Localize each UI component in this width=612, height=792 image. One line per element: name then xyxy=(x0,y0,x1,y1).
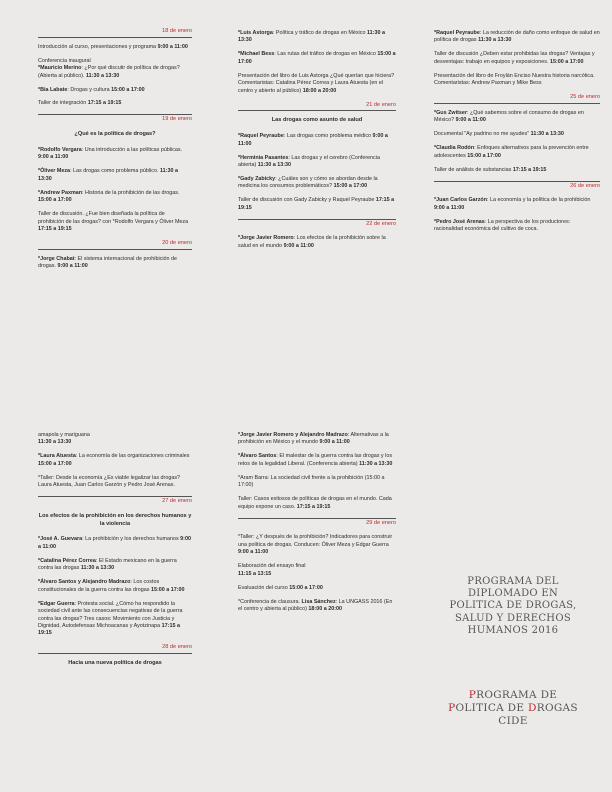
date-header xyxy=(38,28,192,38)
section-heading: Las drogas como asunto de salud xyxy=(271,117,363,124)
schedule-item: *Rodolfo Vergara: Una introducción a las políticas públicas. 9:00 a 11:00 xyxy=(38,146,183,161)
schedule-item: *Raquel Peyraube: La reducción de daño como enfoque de salud en política de drogas 11:30 a 13:30 xyxy=(434,30,600,44)
schedule-item: *Edgar Guerra: Protesta social. ¿Cómo ha respondido la sociedad civil ante las consecuencias negativas de la guerra contra las drogas? Tres casos: Movimiento con Justicia y Dignidad, Autodefensas Michoacanas y Ayotzinapa 17:15 a 19:15 xyxy=(38,600,183,637)
cover-panel xyxy=(408,396,612,792)
schedule-item: Conferencia inaugural *Mauricio Merino: ¿Por qué discutir de política de drogas? (Abierta al público). 11:30 a 13:30 xyxy=(38,57,180,79)
panel-bottom-middle xyxy=(204,396,408,792)
schedule-item: Taller de discusión. ¿Fue bien diseñada la política de prohibición de las drogas? con *Rodolfo Vergara y Óliver Meza 17:15 a 19:15 xyxy=(38,211,189,232)
date-label: 22 de enero xyxy=(366,220,396,227)
date-label: 27 de enero xyxy=(162,498,192,505)
schedule-item: *Álvaro Santos y Alejandro Madrazo: Los costos constitucionales de la guerra contra las drogas 15:00 a 17:00 xyxy=(38,579,185,593)
schedule-item: *Taller: Desde la economía ¿Es viable legalizar las drogas? Laura Atuesta, Juan Carlos Garzón y Pedro José Arenas. xyxy=(38,474,181,489)
schedule-item: *Michael Bess: Las rutas del tráfico de drogas en México 15:00 a 17:00 xyxy=(238,51,396,65)
schedule-item: *Gus Zwitser: ¿Qué sabemos sobre el consumo de drogas en México? 9:00 a 11:00 xyxy=(434,109,584,124)
schedule-item: *Jorge Javier Romero: Los efectos de la prohibición sobre la salud en el mundo 9:00 a 11:00 xyxy=(238,235,386,249)
schedule-item: *Jorge Chabat: El sistema internacional de prohibición de drogas. 9:00 a 11:00 xyxy=(38,255,178,270)
schedule-item: *Juan Carlos Garzón: La economía y la política de la prohibición 9:00 a 11:00 xyxy=(434,197,591,211)
schedule-item: *Bia Labate: Drogas y cultura 15:00 a 17:00 xyxy=(38,86,145,93)
schedule-item: *Herminia Pasantes: Las drogas y el cerebro (Conferencia abierta) 11:30 a 13:30 xyxy=(238,154,381,168)
cover-subtitle: PROGRAMA DE POLITICA DE DROGAS CIDE xyxy=(448,689,578,727)
schedule-item: Taller de análisis de substancias 17:15 a 19:15 xyxy=(434,166,547,173)
date-label: 21 de enero xyxy=(366,101,396,108)
schedule-item: *Aram Barra: La sociedad civil frente a la prohibición (15:00 a 17:00) xyxy=(238,474,385,489)
schedule-item: Introducción al curso, presentaciones y programa 9:00 a 11:00 xyxy=(38,43,188,50)
date-header xyxy=(38,240,192,250)
schedule-item: *Claudia Rodón: Enfoques alternativos para la prevención entre adolescentes 15:00 a 17:00 xyxy=(434,145,589,159)
section-heading: ¿Qué es la política de drogas? xyxy=(74,131,156,138)
schedule-item: *Conferencia de clausura. Lisa Sánchez: La UNGASS 2016 (En el centro y abierta al público) 18:00 a 20:00 xyxy=(238,598,393,613)
schedule-item: *Luis Astorga: Política y tráfico de drogas en México 11:30 a 13:30 xyxy=(238,30,385,44)
schedule-item: *Óliver Meza: Las drogas como problema público. 11:30 a 13:30 xyxy=(38,168,178,182)
date-header xyxy=(434,94,600,104)
date-label: 18 de enero xyxy=(162,28,192,34)
schedule-item: *Pedro José Arenas: La perspectiva de los productores: racionalidad económica del cultivo de coca. xyxy=(434,218,571,233)
panel-top-middle xyxy=(204,0,408,396)
schedule-item: *Taller: ¿Y después de la prohibición? Indicadores para construir una política de drogas. Conducen: Óliver Meza y Edgar Guerra 9:00 a 11:00 xyxy=(238,534,393,556)
schedule-item: *Jorge Javier Romero y Alejandro Madrazo: Alternativas a la prohibición en México y el mundo 9:00 a 11:00 xyxy=(238,432,389,446)
schedule-item: *Álvaro Santos: El malestar de la guerra contra las drogas y los retos de la legalidad Liberal. (Conferencia abierta) 11:30 a 13:30 xyxy=(238,453,393,467)
schedule-item: *José A. Guevara: La prohibición y los derechos humanos 9:00 a 11:00 xyxy=(38,536,191,550)
date-label: 29 de enero xyxy=(366,519,396,526)
schedule-item: *Laura Atuesta: La economía de las organizaciones criminales 15:00 a 17:00 xyxy=(38,453,190,467)
schedule-item: Taller: Casos exitosos de políticas de drogas en el mundo. Cada equipo expone un caso. 17:15 a 19:15 xyxy=(238,496,392,510)
section-heading: Los efectos de la prohibición en los derechos humanos y la violencia xyxy=(38,512,192,527)
date-label: 26 de enero xyxy=(570,182,600,189)
date-label: 25 de enero xyxy=(570,94,600,101)
section-heading: Hacia una nueva política de drogas xyxy=(68,660,162,667)
schedule-item: Elaboración del ensayo final 11:15 a 13:15 xyxy=(238,563,306,577)
date-header xyxy=(38,496,192,507)
cover-title: PROGRAMA DEL DIPLOMADO EN POLITICA DE DROGAS, SALUD Y DERECHOS HUMANOS 2016 xyxy=(449,576,577,636)
schedule-item: *Gady Zabicky: ¿Cuáles son y cómo se abordan desde la medicina los consumos problemáticos? 15:00 a 17:00 xyxy=(238,175,378,190)
schedule-item: Taller de integración 17:15 a 19:15 xyxy=(38,100,122,107)
schedule-item: amapola y mariguana 11:30 a 13:30 xyxy=(38,432,90,446)
schedule-item: Presentación del libro de Luis Astorga ¿Qué querían que hiciera? Comentaristas: Catalina Pérez Correa y Laura Atuesta (en el centro y abierto al público) 18:00 a 20:00 xyxy=(238,72,395,94)
date-header xyxy=(238,219,396,230)
schedule-item: Taller de discusión ¿Deben estar prohibidas las drogas? Ventajas y desventajas: trabajo en equipos y exposiciones. 15:00 a 17:00 xyxy=(434,51,595,65)
date-header xyxy=(238,102,396,112)
schedule-item: Evaluación del curso 15:00 a 17:00 xyxy=(238,584,323,591)
schedule-item: Documental "Ay padrino no me ayudes" 11:30 a 13:30 xyxy=(434,131,564,138)
date-header xyxy=(238,518,396,529)
date-label: 19 de enero xyxy=(162,116,192,123)
panel-top-right xyxy=(408,0,612,396)
schedule-item: *Andrew Paxman: Historia de la prohibición de las drogas. 15:00 a 17:00 xyxy=(38,189,180,204)
schedule-item: *Catalina Pérez Correa: El Estado mexicano en la guerra contra las drogas 11:30 a 13:30 xyxy=(38,557,177,572)
date-label: 28 de enero xyxy=(162,644,192,651)
schedule-item: Presentación del libro de Froylán Enciso Nuestra historia narcótica. Comentaristas: Andrew Paxman y Mike Bess xyxy=(434,72,595,87)
panel-top-left xyxy=(0,0,204,396)
date-header xyxy=(38,644,192,654)
panel-bottom-left xyxy=(0,396,204,792)
schedule-item: *Raquel Peyraube: Las drogas como problema médico 9:00 a 11:00 xyxy=(238,133,388,147)
schedule-item: Taller de discusión con Gady Zabicky y Raquel Peyraube 17:15 a 19:15 xyxy=(238,197,395,211)
date-header xyxy=(38,114,192,125)
date-header xyxy=(434,181,600,192)
date-label: 20 de enero xyxy=(162,239,192,246)
